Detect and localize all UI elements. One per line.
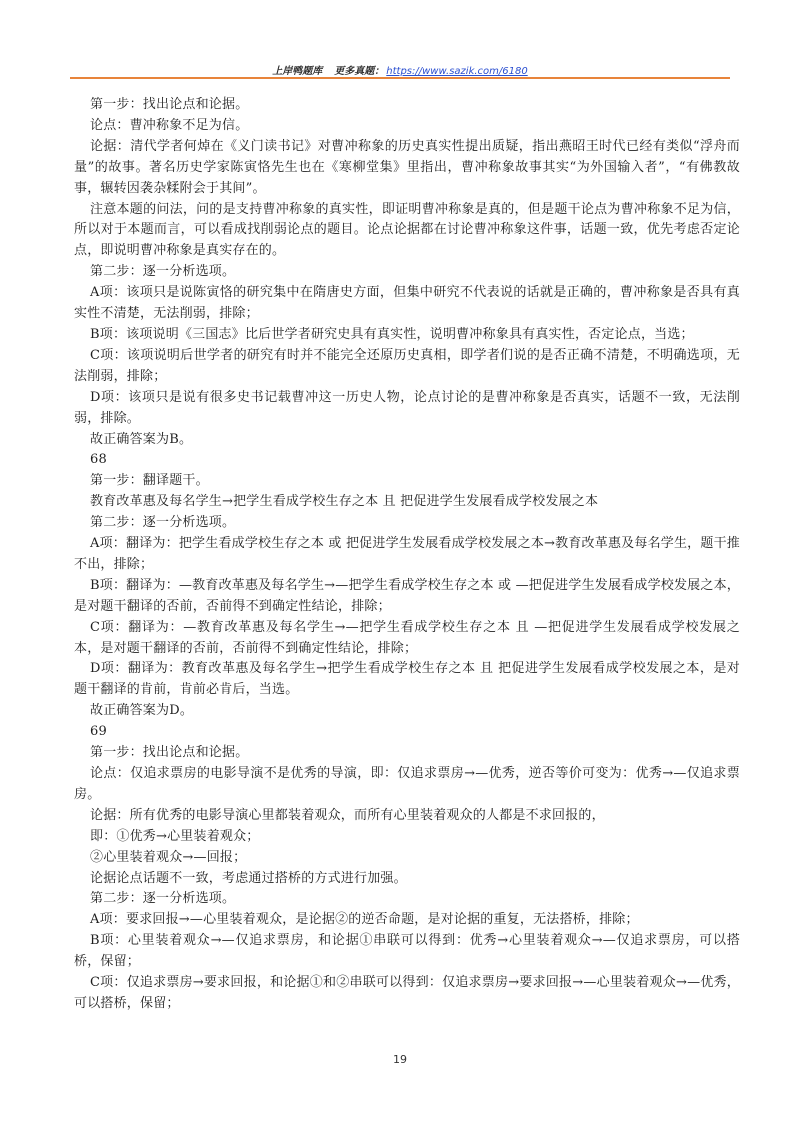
paragraph: 即：①优秀→心里装着观众； <box>90 828 260 844</box>
paragraph: 第二步：逐一分析选项。 <box>90 515 236 531</box>
paragraph: 第一步：找出论点和论据。 <box>90 97 249 112</box>
header-brand: 上岸鸭题库 <box>272 66 323 77</box>
paragraph: 第一步：翻译题干。 <box>90 473 209 489</box>
paragraph: 论据：清代学者何焯在《义门读书记》对曹冲称象的历史真实性提出质疑，指出燕昭王时代已经有类似“浮舟而量”的故事。著名历史学家陈寅恪先生也在《寒柳堂集》里指出，曹冲称象故事其实“为外国输入者”，“有佛教故事，辗转因袭杂糅附会于其间”。 <box>74 138 740 196</box>
page-body <box>74 95 740 1015</box>
paragraph: C项：仅追求票房→要求回报，和论据①和②串联可以得到：仅追求票房→要求回报→—心里装着观众→—优秀，可以搭桥，保留； <box>74 975 740 1011</box>
paragraph: 教育改革惠及每名学生→把学生看成学校生存之本 且 把促进学生发展看成学校发展之本 <box>90 494 599 510</box>
paragraph: 论点：曹冲称象不足为信。 <box>90 117 249 133</box>
paragraph: 第一步：找出论点和论据。 <box>90 745 249 761</box>
question-number: 69 <box>90 724 107 740</box>
header-divider <box>70 77 730 79</box>
page-header <box>70 62 730 77</box>
paragraph: 论点：仅追求票房的电影导演不是优秀的导演，即：仅追求票房→—优秀，逆否等价可变为：优秀→—仅追求票房。 <box>74 766 740 802</box>
page-number: 19 <box>393 1053 407 1066</box>
paragraph: ②心里装着观众→—回报； <box>90 849 247 865</box>
paragraph: B项：该项说明《三国志》比后世学者研究史具有真实性，说明曹冲称象具有真实性，否定论点，当选； <box>90 326 694 342</box>
paragraph: 第二步：逐一分析选项。 <box>90 264 236 280</box>
paragraph: 论据：所有优秀的电影导演心里都装着观众，而所有心里装着观众的人都是不求回报的， <box>90 807 605 823</box>
paragraph: D项：翻译为：教育改革惠及每名学生→把学生看成学校生存之本 且 把促进学生发展看成学校发展之本，是对题干翻译的肯前，肯前必肯后，当选。 <box>74 661 740 698</box>
header-label: 更多真题： <box>334 66 385 77</box>
question-number: 68 <box>90 452 107 468</box>
paragraph: 注意本题的问法，问的是支持曹冲称象的真实性，即证明曹冲称象是真的，但是题干论点为曹冲称象不足为信，所以对于本题而言，可以看成找削弱论点的题目。论点论据都在讨论曹冲称象这件事，话题一致，优先考虑否定论点，即说明曹冲称象是真实存在的。 <box>74 201 740 259</box>
paragraph: D项：该项只是说有很多史书记载曹冲这一历史人物，论点讨论的是曹冲称象是否真实，话题不一致，无法削弱，排除。 <box>74 389 740 426</box>
paragraph: A项：翻译为：把学生看成学校生存之本 或 把促进学生发展看成学校发展之本→教育改革惠及每名学生，题干推不出，排除； <box>74 536 740 572</box>
paragraph: C项：该项说明后世学者的研究有时并不能完全还原历史真相，即学者们说的是否正确不清楚，不明确选项，无法削弱，排除； <box>74 347 740 384</box>
paragraph: B项：翻译为：—教育改革惠及每名学生→—把学生看成学校生存之本 或 —把促进学生发展看成学校发展之本，是对题干翻译的否前，否前得不到确定性结论，排除； <box>74 577 740 614</box>
paragraph: 论据论点话题不一致，考虑通过搭桥的方式进行加强。 <box>90 870 407 886</box>
paragraph: 故正确答案为D。 <box>90 703 194 719</box>
paragraph: B项：心里装着观众→—仅追求票房，和论据①串联可以得到：优秀→心里装着观众→—仅追求票房，可以搭桥，保留； <box>74 933 740 970</box>
header-link[interactable]: https://www.sazik.com/6180 <box>386 66 528 77</box>
paragraph: A项：要求回报→—心里装着观众，是论据②的逆否命题，是对论据的重复，无法搭桥，排除； <box>90 912 639 928</box>
paragraph: 故正确答案为B。 <box>90 431 193 447</box>
paragraph: A项：该项只是说陈寅恪的研究集中在隋唐史方面，但集中研究不代表说的话就是正确的，曹冲称象是否具有真实性不清楚，无法削弱，排除； <box>74 285 740 322</box>
paragraph: C项：翻译为：—教育改革惠及每名学生→—把学生看成学校生存之本 且 —把促进学生发展看成学校发展之本，是对题干翻译的否前，否前得不到确定性结论，排除； <box>74 619 740 656</box>
paragraph: 第二步：逐一分析选项。 <box>90 891 236 907</box>
